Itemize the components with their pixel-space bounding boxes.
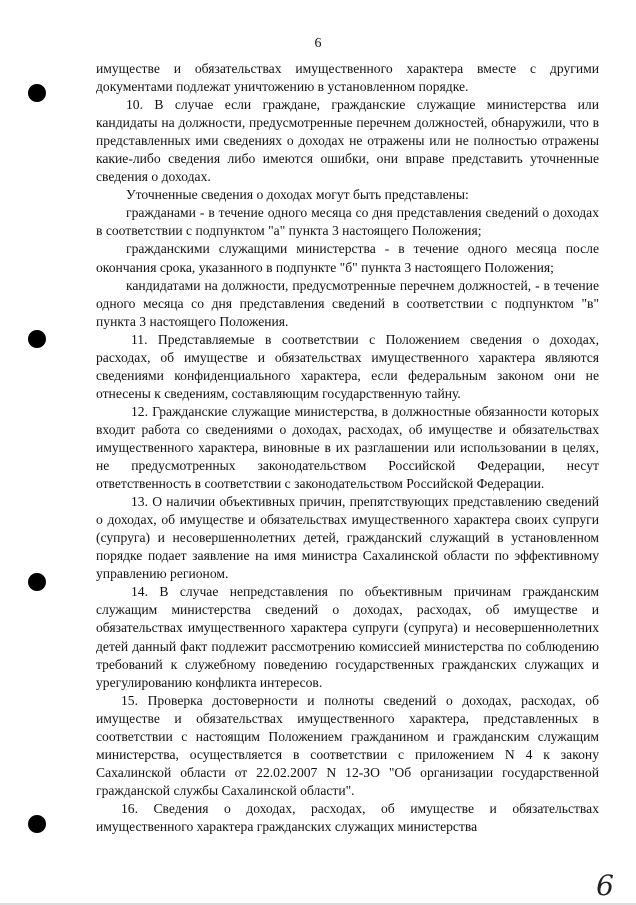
paragraph-14: 14. В случае непредставления по объективным причинам гражданским служащим министерства сведений о доходах, расходах, об имуществе и обязательствах имущественного характера супруги (супруга) и несовершеннолетних детей данный факт подлежит рассмотрению комиссией министерства по соблюдению требований к служебному поведению государственных гражданских служащих и урегулированию конфликта интересов. — [96, 584, 599, 690]
paragraph-clarified-info: Уточненные сведения о доходах могут быть представлены: — [126, 187, 469, 203]
binder-hole-2 — [28, 330, 46, 348]
paragraph-12: 12. Гражданские служащие министерства, в должностные обязанности которых входит работа со сведениями о доходах, расходах, об имуществе и обязательствах имущественного характера, виновные в их разглашении или использовании в целях, не предусмотренных законодательством Российской Федерации, несут ответственность в соответствии с законодательством Российской Федерации. — [96, 403, 599, 492]
binder-hole-1 — [28, 84, 46, 102]
paragraph-15: 15. Проверка достоверности и полноты сведений о доходах, расходах, об имуществе и обязательствах имущественного характера, представленных в соответствии с настоящим Положением гражданином и гражданским служащим министерства, осуществляется в соответствии с приложением N 4 к закону Сахалинской области от 22.02.2007 N 12-ЗО "Об организации государственной гражданской службы Сахалинской области". — [96, 692, 599, 798]
paragraph-continuation: имуществе и обязательствах имущественного характера вместе с другими документами подлежат уничтожению в установленном порядке. — [96, 61, 599, 95]
paragraph-13: 13. О наличии объективных причин, препятствующих представлению сведений о доходах, об имуществе и обязательствах имущественного характера своих супруги (супруга) и несовершеннолетних детей, гражданский служащий в установленном порядке подает заявление на имя министра Сахалинской области по эффективному управлению регионом. — [96, 494, 599, 582]
paragraph-16: 16. Сведения о доходах, расходах, об имуществе и обязательствах имущественного характера гражданских служащих министерства — [96, 800, 599, 834]
binder-hole-3 — [28, 573, 46, 591]
paragraph-10: 10. В случае если граждане, гражданские служащие министерства или кандидаты на должности, предусмотренные перечнем должностей, обнаружили, что в представленных ими сведениях о доходах не отражены или не полностью отражены какие-либо сведения либо имеются ошибки, они вправе представить уточненные сведения о доходах. — [96, 97, 599, 185]
handwritten-page-mark: 6 — [596, 869, 614, 902]
paragraph-citizens: гражданами - в течение одного месяца со дня представления сведений о доходах в соответствии с подпунктом "а" пункта 3 настоящего Положения; — [96, 205, 599, 239]
document-body — [96, 60, 599, 836]
page-number: 6 — [314, 36, 322, 51]
binder-hole-4 — [28, 815, 46, 833]
paragraph-11: 11. Представляемые в соответствии с Положением сведения о доходах, расходах, об имуществе и обязательствах имущественного характера являются сведениями конфиденциального характера, если федеральным законом они не отнесены к сведениям, составляющим государственную тайну. — [96, 331, 599, 401]
paragraph-candidates: кандидатами на должности, предусмотренные перечнем должностей, - в течение одного месяца со дня представления сведений в соответствии с подпунктом "в" пункта 3 настоящего Положения. — [96, 277, 599, 329]
paragraph-civil-servants: гражданскими служащими министерства - в течение одного месяца после окончания срока, указанного в подпункте "б" пункта 3 настоящего Положения; — [96, 241, 599, 275]
